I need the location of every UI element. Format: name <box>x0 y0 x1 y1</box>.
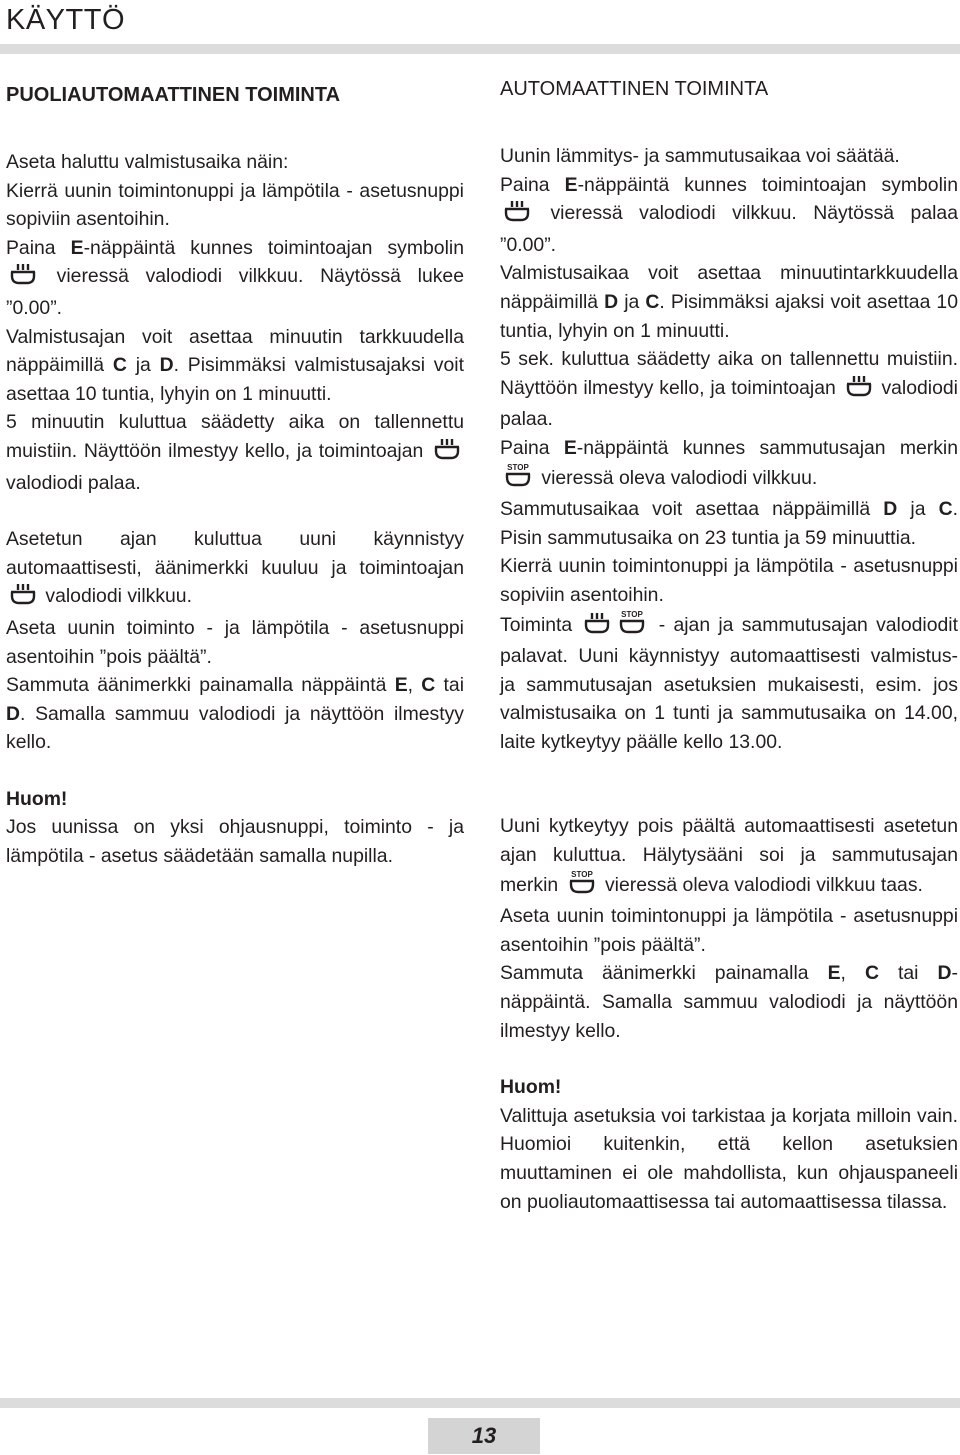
paragraph: Aseta haluttu valmistusaika näin: Kierrä uunin toimintonuppi ja lämpötila - asetusnuppi sopiviin asentoihin. Paina E-näppäintä kunnes toimintoajan symbolin vieressä valodiodi vilkkuu. Näytössä lukee ”0.00”. Valmistusajan voit asettaa minuutin tarkkuudella näppäimillä C ja D. Pisimmäksi valmistusajaksi voit asettaa 10 tuntia, lyhyin on 1 minuutti. 5 minuutin kuluttua säädetty aika on tallennettu muistiin. Näyttöön ilmestyy kello, ja toimintoajan valodiodi palaa. <box>6 151 464 494</box>
note-text: Jos uunissa on yksi ohjausnuppi, toiminto - ja lämpötila - asetus säädetään samalla nupilla. <box>6 816 464 868</box>
note-title: Huom! <box>500 1076 562 1099</box>
note-title: Huom! <box>6 787 68 810</box>
section-heading-semi-auto: PUOLIAUTOMAATTINEN TOIMINTA <box>6 84 341 106</box>
pot-icon <box>504 200 530 231</box>
page-number: 13 <box>428 1418 540 1454</box>
section-heading-auto: AUTOMAATTINEN TOIMINTA <box>500 78 769 100</box>
paragraph: Uuni kytkeytyy pois päältä automaattisesti asetetun ajan kuluttua. Hälytysääni soi ja sammutusajan merkin STOP vieressä oleva valodiodi vilkkuu taas. Aseta uunin toimintonuppi ja lämpötila - asetusnuppi asentoihin ”pois päältä”. Sammuta äänimerkki painamalla E, C tai D-näppäintä. Samalla sammuu valodiodi ja näyttöön ilmestyy kello. <box>500 815 958 1042</box>
paragraph: Uunin lämmitys- ja sammutusaikaa voi säätää. Paina E-näppäintä kunnes toimintoajan symbolin vieressä valodiodi vilkkuu. Näytössä palaa ”0.00”. Valmistusaikaa voit asettaa minuutintarkkuudella näppäimillä D ja C. Pisimmäksi ajaksi voit asettaa 10 tuntia, lyhyin on 1 minuutti. 5 sek. kuluttua säädetty aika on tallennettu muistiin. Näyttöön ilmestyy kello, ja toimintoajan valodiodi palaa. Paina E-näppäintä kunnes sammutusajan merkin STOP vieressä oleva valodiodi vilkkuu. Sammutusaikaa voit asettaa näppäimillä D ja C. Pisin sammutusaika on 23 tuntia ja 59 minuuttia. Kierrä uunin toimintonuppi ja lämpötila - asetusnuppi sopiviin asentoihin. Toiminta STOP - ajan ja sammutusajan valodiodit palavat. Uuni käynnistyy automaattisesti valmistus- ja sammutusajan asetuksien mukaisesti, esim. jos valmistusaika on 1 tunti ja sammutusaika on 14.00, laite kytkeytyy päälle kello 13.00. <box>500 145 959 753</box>
pot-icon <box>10 583 36 614</box>
svg-text:STOP: STOP <box>570 869 593 879</box>
stop-icon <box>568 870 596 903</box>
pot-icon <box>584 612 610 643</box>
left-column <box>6 72 464 871</box>
svg-text:STOP: STOP <box>621 609 644 619</box>
page-title: KÄYTTÖ <box>6 4 126 36</box>
footer-rule <box>0 1398 960 1408</box>
pot-icon <box>10 263 36 294</box>
header-rule <box>0 44 960 54</box>
right-column <box>500 72 958 1216</box>
paragraph: Asetetun ajan kuluttua uuni käynnistyy automaattisesti, äänimerkki kuuluu ja toimintoajan valodiodi vilkkuu. Aseta uunin toiminto - ja lämpötila - asetusnuppi asentoihin ”pois päältä”. Sammuta äänimerkki painamalla näppäintä E, C tai D. Samalla sammuu valodiodi ja näyttöön ilmestyy kello. <box>6 528 465 754</box>
pot-icon <box>434 438 460 469</box>
note-text: Valittuja asetuksia voi tarkistaa ja korjata milloin vain. Huomioi kuitenkin, että kellon asetuksien muuttaminen ei ole mahdollista, kun ohjauspaneeli on puoliautomaattisessa tai automaattisessa tilassa. <box>500 1104 958 1213</box>
stop-icon <box>504 463 532 496</box>
pot-icon <box>846 375 872 406</box>
svg-text:STOP: STOP <box>507 462 529 472</box>
stop-icon <box>618 610 646 643</box>
